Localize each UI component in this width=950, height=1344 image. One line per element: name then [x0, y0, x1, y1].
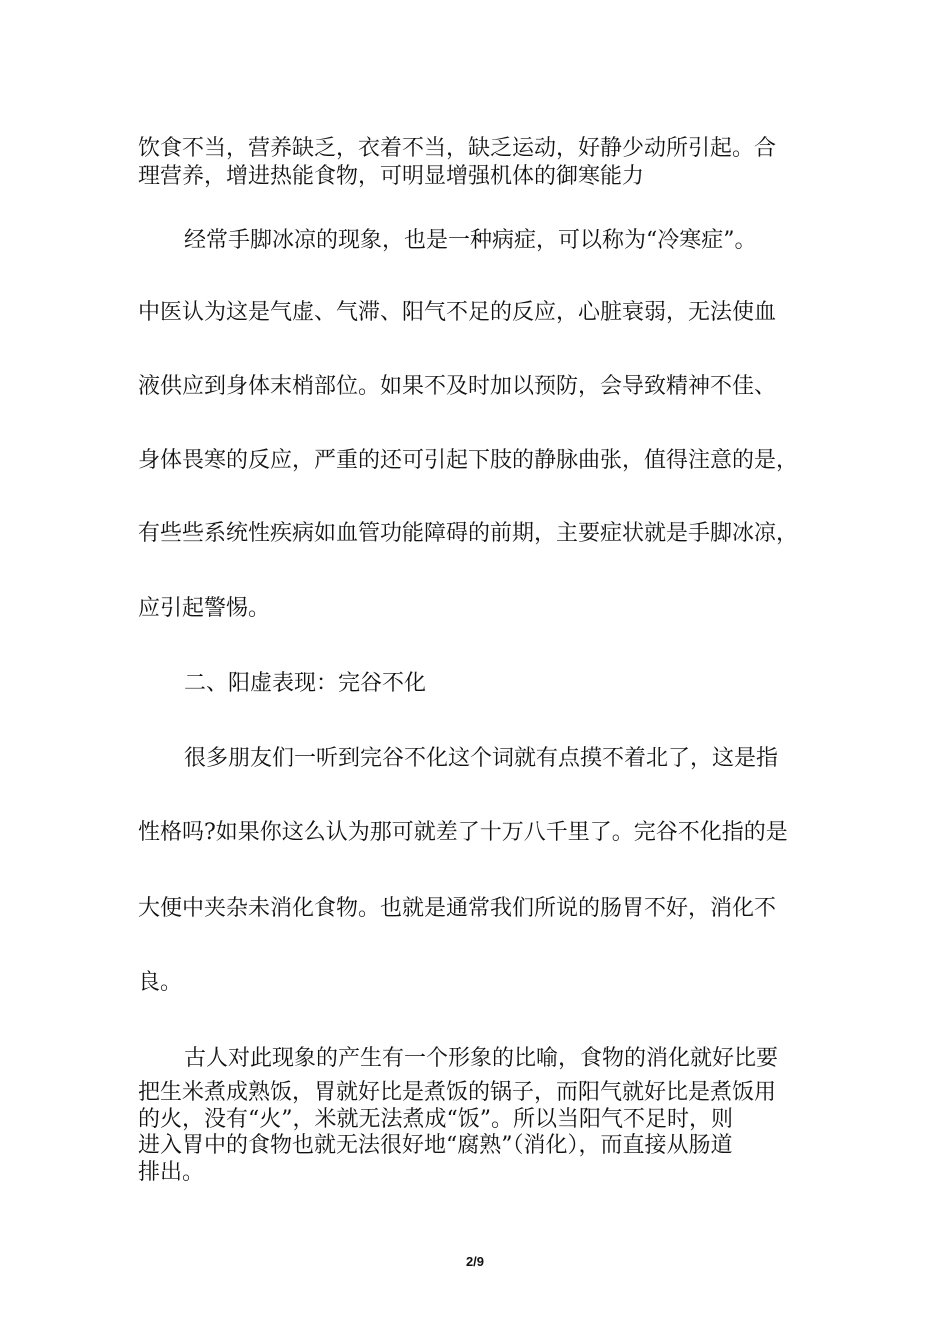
section-heading: 二、阳虚表现：完谷不化	[184, 671, 427, 696]
paragraph-line: 古人对此现象的产生有一个形象的比喻，食物的消化就好比要	[184, 1046, 779, 1071]
paragraph-line: 饮食不当，营养缺乏，衣着不当，缺乏运动，好静少动所引起。合	[138, 136, 777, 161]
paragraph-line: 理营养，增进热能食物，可明显增强机体的御寒能力	[138, 164, 645, 189]
paragraph-line: 排出。	[138, 1160, 205, 1185]
paragraph-line: 良。	[138, 970, 183, 995]
paragraph-line: 应引起警惕。	[138, 596, 271, 621]
paragraph-line: 身体畏寒的反应，严重的还可引起下肢的静脉曲张，值得注意的是，	[138, 448, 799, 473]
paragraph-line: 中医认为这是气虚、气滞、阳气不足的反应，心脏衰弱，无法使血	[138, 300, 777, 325]
paragraph-line: 大便中夹杂未消化食物。也就是通常我们所说的肠胃不好，消化不	[138, 896, 777, 921]
paragraph-line: 进入胃中的食物也就无法很好地“腐熟”（消化），而直接从肠道	[138, 1133, 733, 1158]
paragraph-line: 的火，没有“火”，米就无法煮成“饭”。所以当阳气不足时，则	[138, 1107, 733, 1132]
paragraph-line: 把生米煮成熟饭，胃就好比是煮饭的锅子，而阳气就好比是煮饭用	[138, 1080, 777, 1105]
paragraph-line: 经常手脚冰凉的现象，也是一种病症，可以称为“冷寒症”。	[184, 228, 757, 253]
paragraph-line: 很多朋友们一听到完谷不化这个词就有点摸不着北了，这是指	[184, 746, 779, 771]
paragraph-line: 有些些系统性疾病如血管功能障碍的前期，主要症状就是手脚冰凉，	[138, 521, 799, 546]
paragraph-line: 性格吗?如果你这么认为那可就差了十万八千里了。完谷不化指的是	[138, 820, 788, 845]
paragraph-line: 液供应到身体末梢部位。如果不及时加以预防，会导致精神不佳、	[138, 374, 777, 399]
page-number: 2/9	[465, 1254, 485, 1269]
